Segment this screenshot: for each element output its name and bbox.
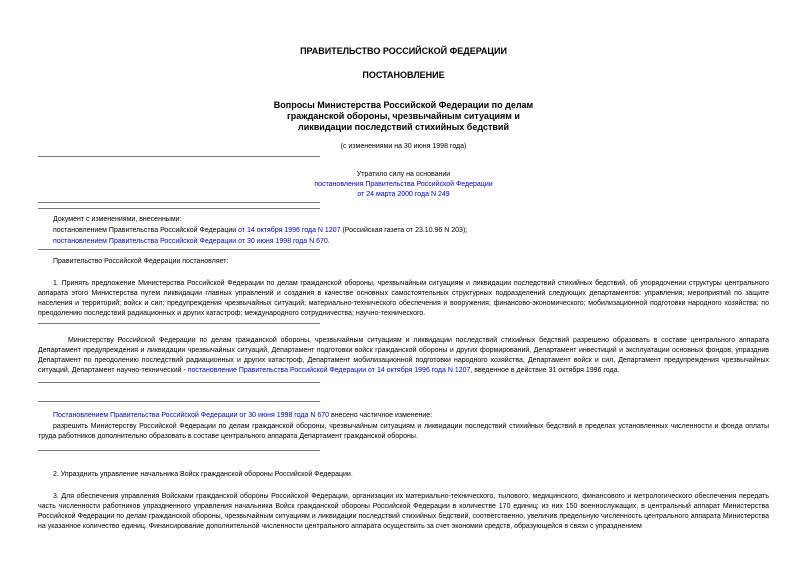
doc-type-heading: ПОСТАНОВЛЕНИЕ — [362, 70, 445, 80]
expired-notice — [0, 170, 807, 200]
paragraph-3-intro — [53, 411, 432, 421]
document-title — [0, 100, 807, 133]
amendment-2-link[interactable]: постановлением Правительства Российской Федерации от 30 июня 1998 года N 670 — [53, 238, 328, 245]
divider — [38, 450, 320, 451]
title-line-3: ликвидации последствий стихийных бедствий — [298, 122, 509, 132]
expired-link-date[interactable]: от 24 марта 2000 года N 249 — [357, 191, 450, 198]
decree-statement: Правительство Российской Федерации постановляет: — [53, 258, 229, 265]
paragraph-2-suffix: , введенное в действие 31 октября 1996 года. — [470, 367, 620, 374]
amendment-2-suffix: . — [327, 238, 330, 245]
divider — [38, 401, 320, 402]
paragraph-2-link[interactable]: постановление Правительства Российской Федерации от 14 октября 1996 года N 1207 — [187, 367, 471, 374]
amendment-1-prefix: постановлением Правительства Российской Федерации — [53, 227, 239, 234]
paragraph-3-link[interactable]: Постановлением Правительства Российской Федерации от 30 июня 1998 года N 670 — [53, 412, 330, 419]
paragraph-3-text: разрешить Министерству Российской Федерации по делам гражданской обороны, чрезвычайным ситуациям и ликвидации последствий стихийных бедствий в пределах установленных численности и фонда оплаты труда работников дополнительно образовать в составе центрального аппарата Департамент гражданской обороны. — [38, 423, 769, 440]
amendment-1-link[interactable]: от 14 октября 1996 года N 1207 — [238, 227, 341, 234]
paragraph-2-text: Министерству Российской Федерации по делам гражданской обороны, чрезвычайным ситуациям и ликвидации последствий стихийных бедствий разрешено образовать в составе центрального аппарата Департамент предупреждения и ликвидации чрезвычайных ситуаций, Департамент подготовки войск гражданской обороны и других формирований, Департамент инвестиций и эксплуатации основных фондов, упразднив Департамент по преодолению последствий радиационных и других катастроф, Департамент мобилизационной подготовки народного хозяйства, Департамент войск и сил, Департамент предупреждения чрезвычайных ситуаций, Департамент научно-технический - — [38, 337, 769, 374]
divider — [38, 156, 320, 157]
divider — [38, 202, 320, 203]
paragraph-5: 3. Для обеспечения управления Войсками гражданской обороны Российской Федерации, организации их материально-технического, тылового, медицинского, финансового и метрологического обеспечения передать часть численности работников упраздненного управления начальника Войск гражданской обороны Российской Федерации в количестве 170 единиц; из них 150 военнослужащих, в центральный аппарат Министерства Российской Федерации по делам гражданской обороны, чрезвычайным ситуациям и ликвидации последствий стихийных бедствий, соответственно, увеличив предельную численность центрального аппарата Министерства на указанное количество единиц. Финансирование дополнительной численности центрального аппарата осуществить за счет экономии средств, образующейся в связи с упразднением — [38, 493, 769, 530]
paragraph-4: 2. Упразднить управление начальника Войск гражданской обороны Российской Федерации. — [53, 471, 353, 478]
title-line-1: Вопросы Министерства Российской Федерации по делам — [273, 100, 534, 110]
divider — [38, 208, 320, 209]
divider — [38, 249, 320, 250]
amendment-1-suffix: (Российская газета от 23.10.96 N 203); — [340, 227, 468, 234]
expired-line-1: Утратило силу на основании — [356, 171, 451, 178]
government-heading: ПРАВИТЕЛЬСТВО РОССИЙСКОЙ ФЕДЕРАЦИИ — [300, 46, 507, 56]
amendment-2 — [53, 237, 330, 247]
title-line-2: гражданской обороны, чрезвычайным ситуациям и — [287, 111, 520, 121]
paragraph-3-suffix: внесено частичное изменение: — [329, 412, 433, 419]
paragraph-1: 1. Принять предложение Министерства Российской Федерации по делам гражданской обороны, чрезвычайным ситуациям и ликвидации последствий стихийных бедствий, об упорядочении структуры центрального аппарата этого Министерства путем ликвидации главных управлений и создания в качестве основных самостоятельных структурных подразделений следующих департаментов: управления; мероприятий по защите населения и территорий; войск и сил; предупреждения чрезвычайных ситуаций; материально-технического обеспечения и вооружения; финансово-экономического; мобилизационной подготовки народного хозяйства; по преодолению последствий радиационных и других катастроф; международного сотрудничества; научно-технического. — [38, 280, 769, 317]
expired-link-decree[interactable]: постановления Правительства Российской Федерации — [314, 181, 493, 188]
amendment-1 — [53, 226, 467, 236]
amendments-intro: Документ с изменениями, внесенными: — [53, 216, 182, 223]
divider — [38, 382, 320, 383]
paragraph-2 — [38, 336, 769, 376]
divider — [38, 323, 320, 324]
amended-note: (с изменениями на 30 июня 1998 года) — [340, 143, 467, 150]
